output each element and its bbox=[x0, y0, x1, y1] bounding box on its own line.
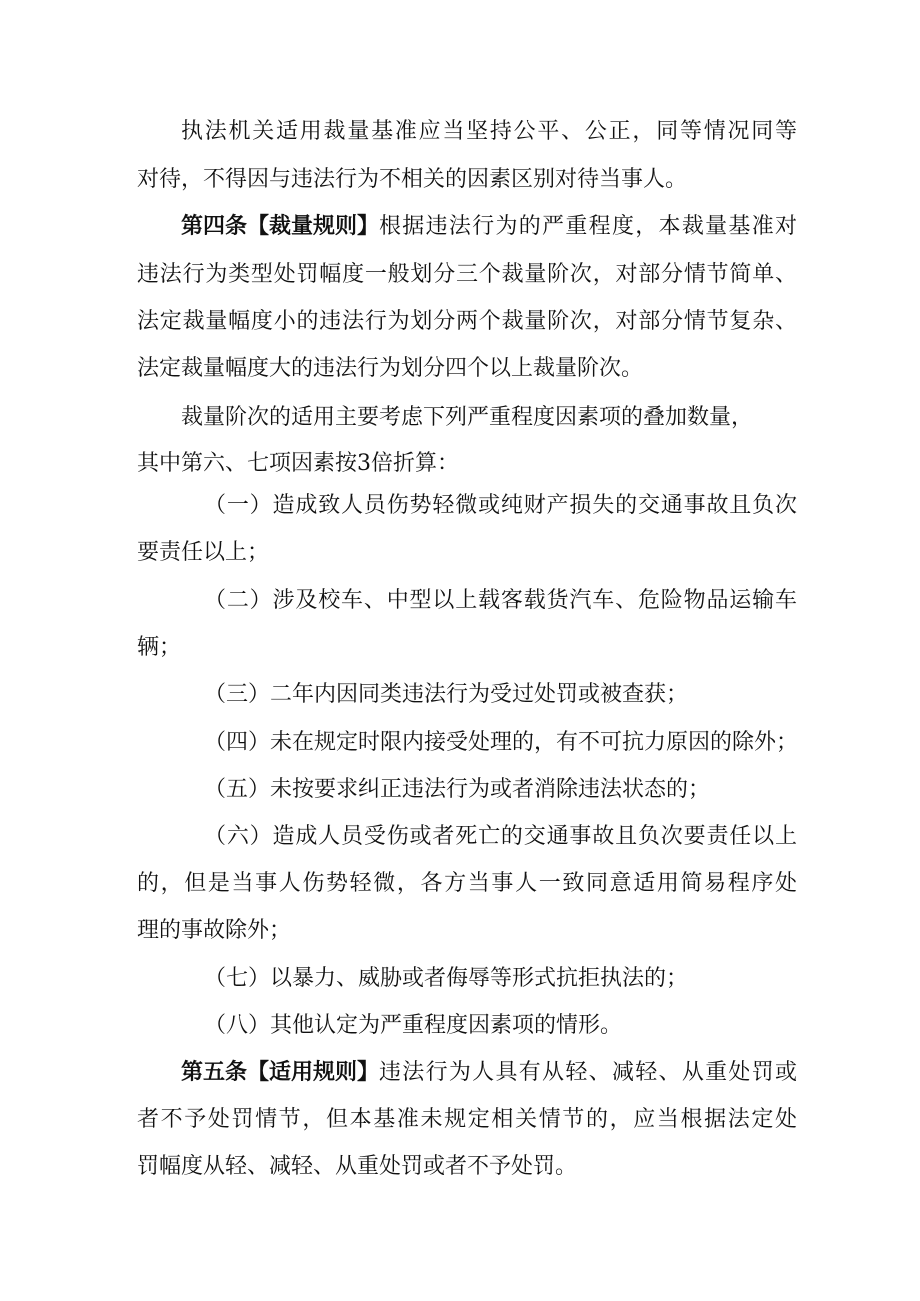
paragraph-line: 违法行为类型处罚幅度一般划分三个裁量阶次，对部分情节简单、 bbox=[137, 262, 797, 287]
list-item-line: 要责任以上； bbox=[137, 540, 270, 565]
paragraph-line: 者不予处罚情节，但本基准未规定相关情节的，应当根据法定处 bbox=[137, 1107, 797, 1132]
list-item-line: （六）造成人员受伤或者死亡的交通事故且负次要责任以上 bbox=[204, 824, 797, 849]
list-item-line: （二）涉及校车、中型以上载客载货汽车、危险物品运输车 bbox=[204, 588, 797, 613]
paragraph-line: 执法机关适用裁量基准应当坚持公平、公正，同等情况同等 bbox=[181, 119, 797, 144]
paragraph-line: 对待，不得因与违法行为不相关的因素区别对待当事人。 bbox=[137, 167, 688, 192]
list-item-line: （一）造成致人员伤势轻微或纯财产损失的交通事故且负次 bbox=[204, 493, 797, 518]
list-item-line: （五）未按要求纠正违法行为或者消除违法状态的； bbox=[204, 777, 711, 802]
paragraph-line: 其中第六、七项因素按3倍折算： bbox=[137, 451, 459, 476]
paragraph-line: 裁量阶次的适用主要考虑下列严重程度因素项的叠加数量， bbox=[181, 405, 754, 430]
list-item-line: （八）其他认定为严重程度因素项的情形。 bbox=[204, 1013, 623, 1038]
list-item-line: 的，但是当事人伤势轻微，各方当事人一致同意适用简易程序处 bbox=[137, 871, 797, 896]
article-5-text: 违法行为人具有从轻、减轻、从重处罚或 bbox=[379, 1060, 797, 1085]
list-item-line: 辆； bbox=[137, 635, 182, 660]
paragraph-line: 罚幅度从轻、减轻、从重处罚或者不予处罚。 bbox=[137, 1154, 578, 1179]
article-4-heading: 第四条【裁量规则】 bbox=[181, 214, 380, 239]
list-item-line: （三）二年内因同类违法行为受过处罚或被查获； bbox=[204, 682, 689, 707]
article-5-line-1 bbox=[181, 1057, 797, 1089]
list-item-line: 理的事故除外； bbox=[137, 918, 292, 943]
paragraph-line: 法定裁量幅度小的违法行为划分两个裁量阶次，对部分情节复杂、 bbox=[137, 309, 797, 334]
article-4-line-1 bbox=[181, 211, 797, 243]
list-item-line: （四）未在规定时限内接受处理的，有不可抗力原因的除外； bbox=[204, 730, 799, 755]
article-5-heading: 第五条【适用规则】 bbox=[181, 1060, 380, 1085]
paragraph-line: 法定裁量幅度大的违法行为划分四个以上裁量阶次。 bbox=[137, 356, 644, 381]
list-item-line: （七）以暴力、威胁或者侮辱等形式抗拒执法的； bbox=[204, 966, 689, 991]
article-4-text: 根据违法行为的严重程度，本裁量基准对 bbox=[379, 214, 797, 239]
